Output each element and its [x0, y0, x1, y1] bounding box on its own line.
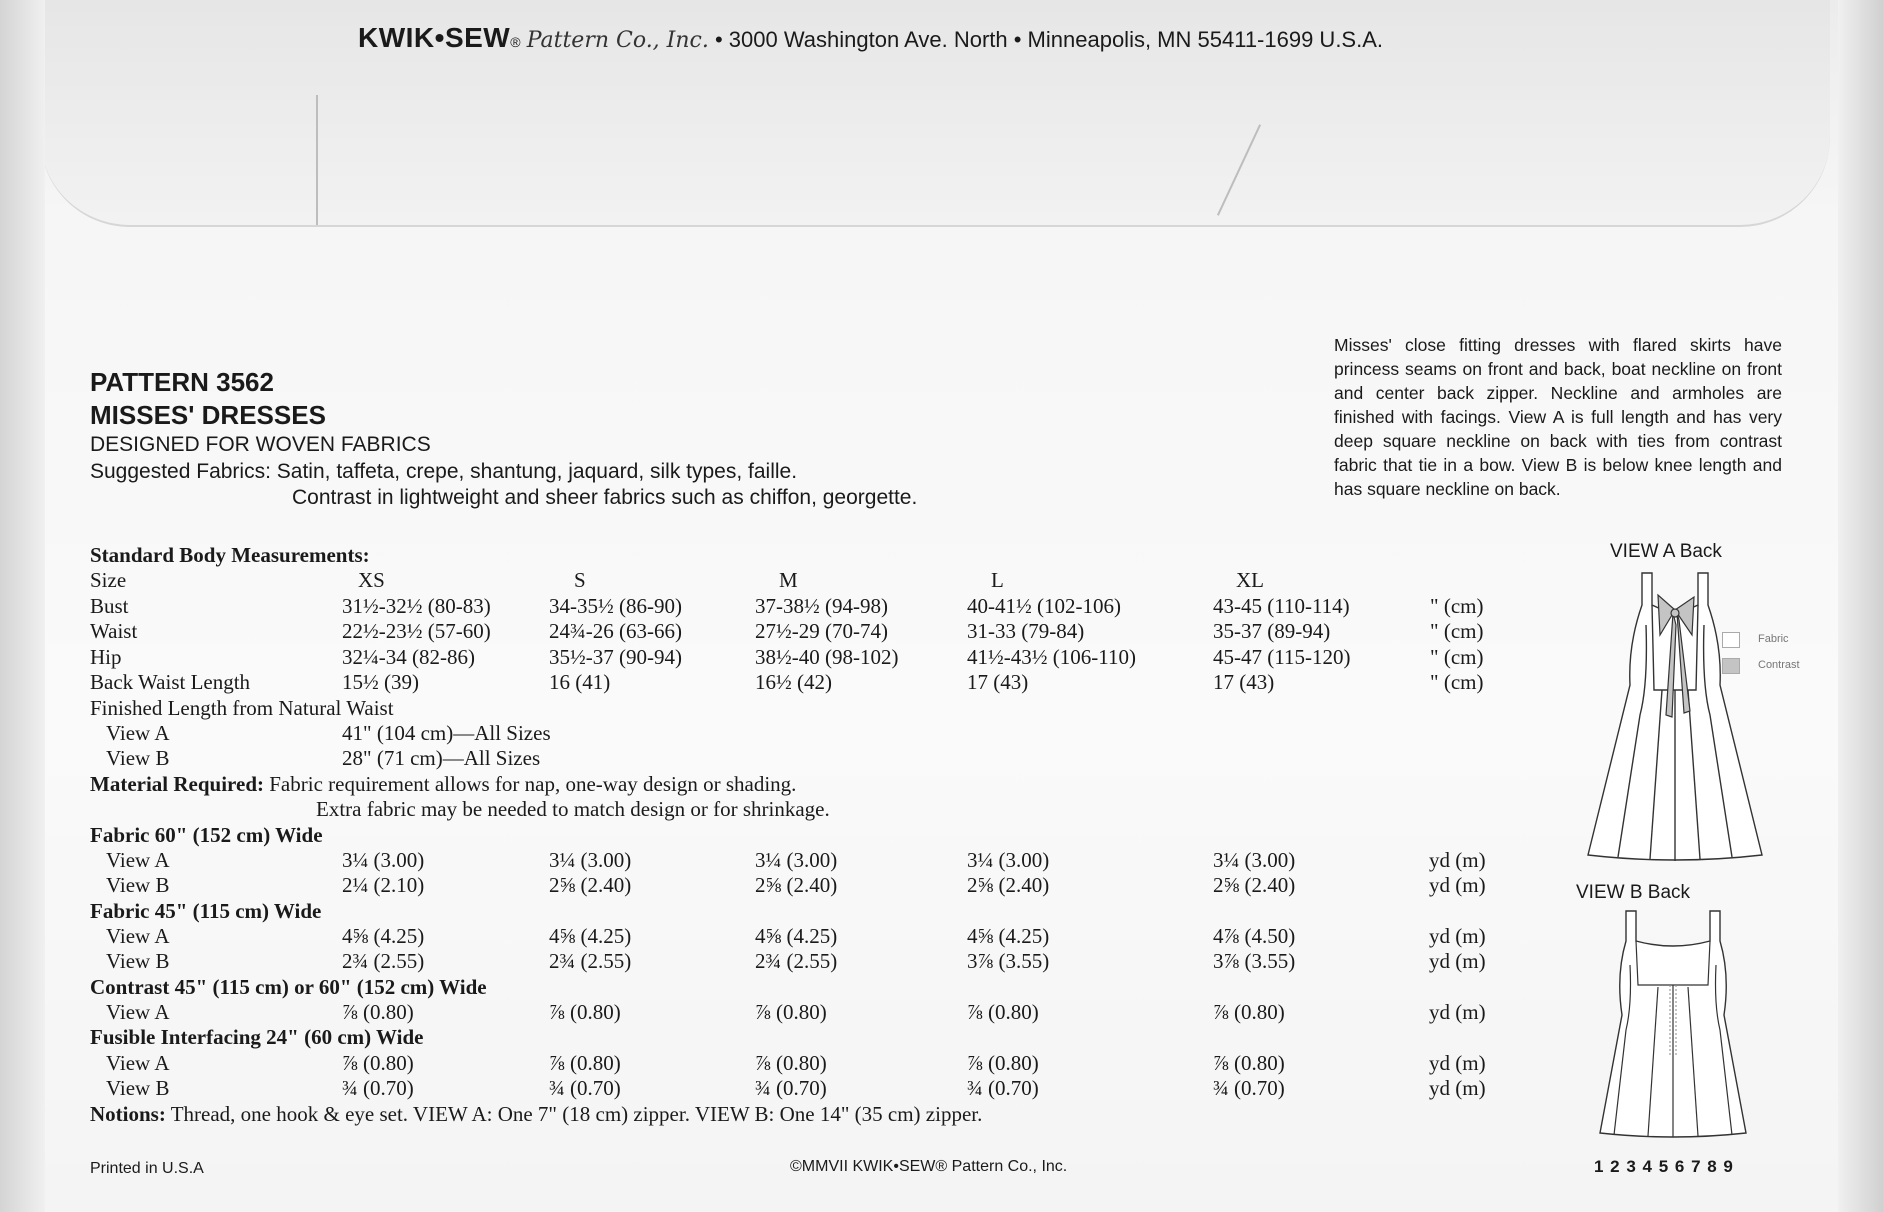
- fabric-60-view-a-xs: 3¼ (3.00): [342, 848, 425, 872]
- contrast-fabrics: Contrast in lightweight and sheer fabrics such as chiffon, georgette.: [292, 486, 918, 509]
- interfacing-view-b-label: View B: [106, 1076, 170, 1100]
- fabric-60-view-b-xs: 2¼ (2.10): [342, 873, 425, 897]
- interfacing-view-b-xs: ¾ (0.70): [342, 1076, 414, 1100]
- size-xs: XS: [358, 568, 385, 592]
- waist-xl: 35-37 (89-94): [1213, 619, 1331, 643]
- row-label-bust: Bust: [90, 594, 129, 618]
- fabric-60-view-a-xl: 3¼ (3.00): [1213, 848, 1296, 872]
- legend-fabric-label: Fabric: [1758, 633, 1789, 645]
- row-label-back-waist: Back Waist Length: [90, 670, 251, 694]
- fabric-45-view-b-xs: 2¾ (2.55): [342, 949, 425, 973]
- hip-unit: " (cm): [1430, 645, 1484, 669]
- fabric-45-view-a-unit: yd (m): [1429, 924, 1486, 948]
- material-required-line1: Fabric requirement allows for nap, one-way design or shading.: [269, 772, 797, 796]
- fabric-60-view-b-unit: yd (m): [1429, 873, 1486, 897]
- legend-contrast-swatch: [1722, 658, 1740, 674]
- back-waist-l: 17 (43): [967, 670, 1029, 694]
- bust-s: 34-35½ (86-90): [549, 594, 682, 618]
- fabric-45-view-a-label: View A: [106, 924, 170, 948]
- interfacing-view-b-l: ¾ (0.70): [967, 1076, 1039, 1100]
- fabric-45-view-b-unit: yd (m): [1429, 949, 1486, 973]
- fabric-60-view-a-unit: yd (m): [1429, 848, 1486, 872]
- hip-xs: 32¼-34 (82-86): [342, 645, 475, 669]
- measurements-heading: Standard Body Measurements:: [90, 543, 370, 567]
- envelope-crease: [316, 95, 318, 225]
- fabric-45-view-a-m: 4⅝ (4.25): [755, 924, 838, 948]
- pattern-number: PATTERN 3562: [90, 367, 274, 397]
- waist-xs: 22½-23½ (57-60): [342, 619, 491, 643]
- fabric-45-view-b-m: 2¾ (2.55): [755, 949, 838, 973]
- material-required: [90, 772, 796, 797]
- company-header: [358, 22, 1383, 54]
- notions: [90, 1102, 982, 1127]
- interfacing-view-a-xl: ⅞ (0.80): [1213, 1051, 1285, 1075]
- back-waist-s: 16 (41): [549, 670, 611, 694]
- bust-xl: 43-45 (110-114): [1213, 594, 1350, 618]
- legend-contrast-label: Contrast: [1758, 659, 1800, 671]
- hip-m: 38½-40 (98-102): [755, 645, 899, 669]
- notions-label: Notions:: [90, 1102, 166, 1126]
- suggested-fabrics-text: Satin, taffeta, crepe, shantung, jaquard, silk types, faille.: [276, 460, 798, 483]
- registered-mark: ®: [510, 34, 521, 50]
- fabric-45-view-b-label: View B: [106, 949, 170, 973]
- contrast-view-a-xl: ⅞ (0.80): [1213, 1000, 1285, 1024]
- suggested-fabrics-label: Suggested Fabrics:: [90, 460, 271, 483]
- fabric-45-view-b-xl: 3⅞ (3.55): [1213, 949, 1296, 973]
- designed-for: DESIGNED FOR WOVEN FABRICS: [90, 433, 431, 456]
- fabric-60-view-a-m: 3¼ (3.00): [755, 848, 838, 872]
- bust-unit: " (cm): [1430, 594, 1484, 618]
- interfacing-view-a-unit: yd (m): [1429, 1051, 1486, 1075]
- view-b-back-label: VIEW B Back: [1576, 882, 1691, 903]
- pattern-description: Misses' close fitting dresses with flared skirts have princess seams on front and back, boat neckline on front and center back zipper. Neckline and armholes are finished with facings. View A is full length and has very deep square neckline on back with ties from contrast fabric that tie in a bow. View B is below knee length and has square neckline on back.: [1334, 335, 1782, 499]
- interfacing-heading: Fusible Interfacing 24" (60 cm) Wide: [90, 1025, 424, 1049]
- material-required-line2: Extra fabric may be needed to match design or for shrinkage.: [316, 797, 830, 821]
- row-label-waist: Waist: [90, 619, 138, 643]
- waist-s: 24¾-26 (63-66): [549, 619, 682, 643]
- back-waist-xl: 17 (43): [1213, 670, 1275, 694]
- contrast-heading: Contrast 45" (115 cm) or 60" (152 cm) Wide: [90, 975, 487, 999]
- size-l: L: [991, 568, 1004, 592]
- material-required-label: Material Required:: [90, 772, 264, 796]
- size-label: Size: [90, 568, 127, 592]
- finished-length-label: Finished Length from Natural Waist: [90, 696, 394, 720]
- notions-text: Thread, one hook & eye set. VIEW A: One 7" (18 cm) zipper. VIEW B: One 14" (35 cm) zipper.: [170, 1102, 983, 1126]
- fabric-45-view-b-s: 2¾ (2.55): [549, 949, 632, 973]
- size-m: M: [779, 568, 798, 592]
- row-label-hip: Hip: [90, 645, 122, 669]
- view-a-back-illustration: [1580, 565, 1770, 865]
- pattern-name: MISSES' DRESSES: [90, 400, 326, 430]
- fabric-60-view-a-s: 3¼ (3.00): [549, 848, 632, 872]
- contrast-view-a-s: ⅞ (0.80): [549, 1000, 621, 1024]
- finished-view-b-label: View B: [106, 746, 170, 770]
- back-waist-xs: 15½ (39): [342, 670, 419, 694]
- suggested-fabrics: [90, 460, 797, 484]
- contrast-view-a-l: ⅞ (0.80): [967, 1000, 1039, 1024]
- back-waist-unit: " (cm): [1430, 670, 1484, 694]
- fabric-45-view-a-xl: 4⅞ (4.50): [1213, 924, 1296, 948]
- interfacing-view-a-l: ⅞ (0.80): [967, 1051, 1039, 1075]
- fabric-45-view-a-l: 4⅝ (4.25): [967, 924, 1050, 948]
- bust-l: 40-41½ (102-106): [967, 594, 1121, 618]
- contrast-view-a-xs: ⅞ (0.80): [342, 1000, 414, 1024]
- brand-name: KWIK•SEW: [358, 22, 511, 53]
- waist-l: 31-33 (79-84): [967, 619, 1085, 643]
- view-b-back-illustration: [1588, 905, 1758, 1140]
- printed-in: Printed in U.S.A: [90, 1160, 204, 1177]
- fabric-45-view-b-l: 3⅞ (3.55): [967, 949, 1050, 973]
- fabric-45-heading: Fabric 45" (115 cm) Wide: [90, 899, 322, 923]
- fabric-60-view-a-label: View A: [106, 848, 170, 872]
- size-xl: XL: [1236, 568, 1264, 592]
- interfacing-view-b-xl: ¾ (0.70): [1213, 1076, 1285, 1100]
- fabric-60-view-b-s: 2⅝ (2.40): [549, 873, 632, 897]
- envelope-left-edge: [0, 0, 45, 1212]
- contrast-view-a-unit: yd (m): [1429, 1000, 1486, 1024]
- envelope-right-edge: [1838, 0, 1883, 1212]
- fabric-60-view-b-label: View B: [106, 873, 170, 897]
- fabric-45-view-a-s: 4⅝ (4.25): [549, 924, 632, 948]
- company-address: • 3000 Washington Ave. North • Minneapolis, MN 55411-1699 U.S.A.: [714, 27, 1384, 52]
- fabric-45-view-a-xs: 4⅝ (4.25): [342, 924, 425, 948]
- waist-unit: " (cm): [1430, 619, 1484, 643]
- interfacing-view-a-s: ⅞ (0.80): [549, 1051, 621, 1075]
- interfacing-view-b-unit: yd (m): [1429, 1076, 1486, 1100]
- view-a-back-label: VIEW A Back: [1610, 541, 1722, 562]
- fabric-60-view-b-l: 2⅝ (2.40): [967, 873, 1050, 897]
- contrast-view-a-label: View A: [106, 1000, 170, 1024]
- interfacing-view-a-label: View A: [106, 1051, 170, 1075]
- waist-m: 27½-29 (70-74): [755, 619, 888, 643]
- copyright: ©MMVII KWIK•SEW® Pattern Co., Inc.: [790, 1158, 1068, 1175]
- finished-view-a-value: 41" (104 cm)—All Sizes: [342, 721, 551, 745]
- hip-l: 41½-43½ (106-110): [967, 645, 1136, 669]
- bust-m: 37-38½ (94-98): [755, 594, 888, 618]
- company-script: Pattern Co., Inc.: [526, 28, 709, 53]
- finished-view-a-label: View A: [106, 721, 170, 745]
- bust-xs: 31½-32½ (80-83): [342, 594, 491, 618]
- interfacing-view-b-m: ¾ (0.70): [755, 1076, 827, 1100]
- interfacing-view-a-xs: ⅞ (0.80): [342, 1051, 414, 1075]
- fabric-60-view-b-m: 2⅝ (2.40): [755, 873, 838, 897]
- contrast-view-a-m: ⅞ (0.80): [755, 1000, 827, 1024]
- hip-s: 35½-37 (90-94): [549, 645, 682, 669]
- fabric-60-heading: Fabric 60" (152 cm) Wide: [90, 823, 323, 847]
- fabric-60-view-a-l: 3¼ (3.00): [967, 848, 1050, 872]
- interfacing-view-a-m: ⅞ (0.80): [755, 1051, 827, 1075]
- interfacing-view-b-s: ¾ (0.70): [549, 1076, 621, 1100]
- hip-xl: 45-47 (115-120): [1213, 645, 1351, 669]
- fabric-60-view-b-xl: 2⅝ (2.40): [1213, 873, 1296, 897]
- back-waist-m: 16½ (42): [755, 670, 832, 694]
- legend-fabric-swatch: [1722, 632, 1740, 648]
- size-s: S: [574, 568, 586, 592]
- print-run-numbers: 1 2 3 4 5 6 7 8 9: [1594, 1157, 1734, 1176]
- finished-view-b-value: 28" (71 cm)—All Sizes: [342, 746, 541, 770]
